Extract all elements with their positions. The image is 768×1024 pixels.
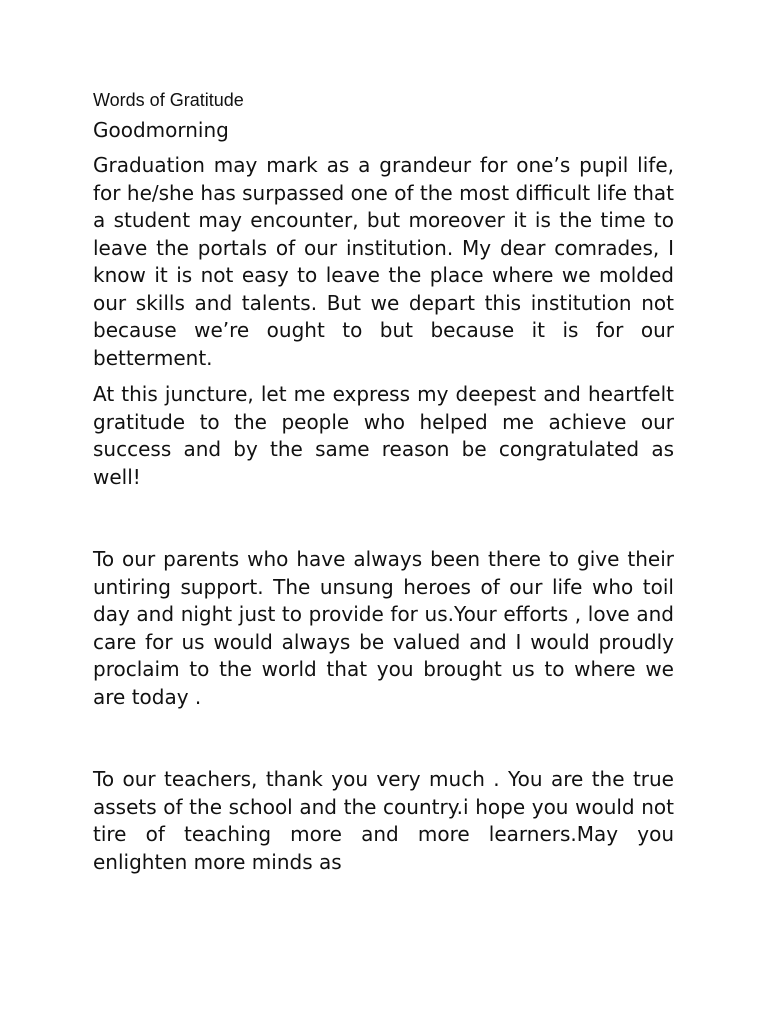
paragraph-spacer	[93, 720, 674, 766]
document-title: Words of Gratitude	[93, 90, 244, 110]
paragraph-spacer	[93, 500, 674, 546]
greeting: Goodmorning	[93, 118, 229, 142]
paragraph-teachers: To our teachers, thank you very much . You are the true assets of the school and the country.i hope you would not tire of teaching more and more learners.May you enlighten more minds as	[93, 767, 674, 874]
document-body	[93, 88, 674, 885]
paragraph-parents: To our parents who have always been there to give their untiring support. The unsung heroes of our life who toil day and night just to provide for us.Your efforts , love and care for us would always be valued and I would proudly proclaim to the world that you brought us to where we are today .	[93, 547, 674, 709]
paragraph-graduation: Graduation may mark as a grandeur for one’s pupil life, for he/she has surpassed one of the most difficult life that a student may encounter, but moreover it is the time to leave the portals of our institution. My dear comrades, I know it is not easy to leave the place where we molded our skills and talents. But we depart this institution not because we’re ought to but because it is for our betterment.	[93, 153, 674, 370]
paragraph-gratitude: At this juncture, let me express my deepest and heartfelt gratitude to the people who helped me achieve our success and by the same reason be congratulated as well!	[93, 382, 674, 489]
